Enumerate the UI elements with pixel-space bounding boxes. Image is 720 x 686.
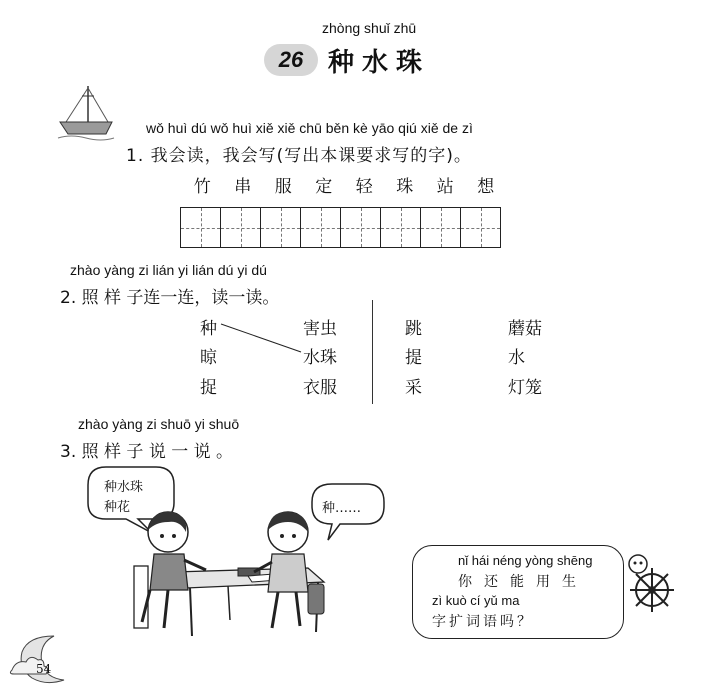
match-right-word[interactable]: 蘑菇 (508, 319, 542, 339)
char-item: 站 (436, 177, 454, 197)
char-item: 轻 (355, 177, 373, 197)
title-pinyin: zhòng shuǐ zhū (322, 20, 417, 36)
match-left-word[interactable]: 晾 (200, 348, 217, 368)
ship-wheel-icon (622, 552, 682, 616)
char-item: 珠 (396, 177, 414, 197)
bubble-left-line2: 种花 (104, 500, 131, 515)
char-item: 想 (477, 177, 495, 197)
sign-pinyin-line1: nǐ hái néng yòng shēng (458, 553, 593, 568)
match-right-word[interactable]: 害虫 (303, 319, 337, 339)
match-left-word[interactable]: 采 (405, 378, 422, 398)
match-right-word[interactable]: 衣服 (303, 378, 337, 398)
page-number: 54 (36, 662, 52, 676)
moon-cloud-icon (8, 630, 72, 686)
match-left-word[interactable]: 捉 (200, 378, 217, 398)
children-at-table-illustration (128, 510, 338, 640)
match-right-word[interactable]: 水珠 (303, 348, 337, 368)
section3-heading: 3. 照 样 子 说 一 说 。 (60, 442, 234, 462)
match-right-word[interactable]: 水 (508, 348, 525, 368)
section3-pinyin: zhào yàng zi shuō yi shuō (78, 416, 240, 432)
bubble-left-line1: 种水珠 (104, 480, 144, 495)
sign-text-line2: 字扩词语吗？ (432, 614, 534, 630)
sign-text-line1: 你还能用生 (458, 574, 588, 590)
section2-pinyin: zhào yàng zi lián yi lián dú yi dú (70, 262, 267, 278)
lesson-number: 26 (278, 47, 304, 72)
char-item: 定 (315, 177, 333, 197)
char-item: 服 (274, 177, 292, 197)
match-left-word[interactable]: 种 (200, 319, 217, 339)
bubble-right-text: 种…… (322, 501, 362, 516)
match-left-word[interactable]: 提 (405, 348, 422, 368)
section1-pinyin: wǒ huì dú wǒ huì xiě xiě chū běn kè yāo qiú xiě de zì (146, 120, 473, 136)
sign-pinyin-line2: zì kuò cí yǔ ma (432, 593, 520, 608)
column-divider (372, 300, 373, 404)
section1-heading: 1. 我会读，我会写(写出本课要求写的字)。 (126, 146, 472, 166)
match-right-word[interactable]: 灯笼 (508, 378, 542, 398)
char-item: 竹 (193, 177, 211, 197)
match-left-word[interactable]: 跳 (405, 319, 422, 339)
char-item: 串 (234, 177, 252, 197)
lesson-title: 种水珠 (328, 48, 431, 78)
section2-heading: 2. 照 样 子连一连，读一读。 (60, 288, 280, 308)
